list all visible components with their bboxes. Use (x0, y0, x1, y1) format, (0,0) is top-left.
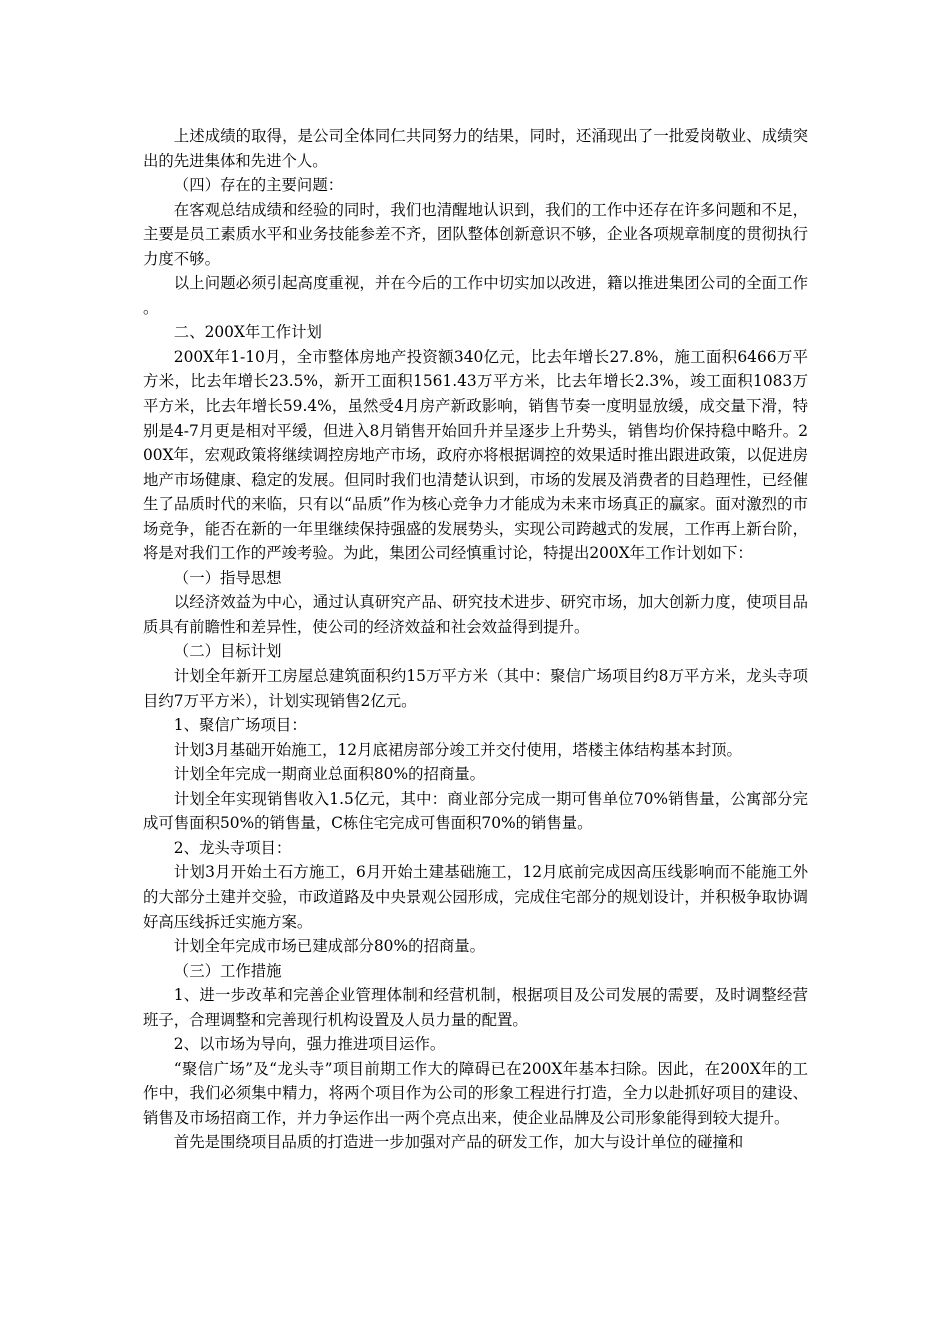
paragraph: 在客观总结成绩和经验的同时，我们也清醒地认识到，我们的工作中还存在许多问题和不足，主要是员工素质水平和业务技能参差不齐，团队整体创新意识不够，企业各项规章制度的贯彻执行力度不够。 (143, 200, 808, 268)
paragraph: 2、以市场为导向，强力推进项目运作。 (173, 1035, 446, 1054)
paragraph: 首先是围绕项目品质的打造进一步加强对产品的研发工作，加大与设计单位的碰撞和 (173, 1133, 744, 1152)
list-heading: 2、龙头寺项目： (173, 838, 292, 857)
document-body (143, 124, 808, 1155)
list-heading: 1、聚信广场项目： (173, 716, 307, 735)
section-heading: 二、200X年工作计划 (173, 323, 322, 342)
paragraph: 以上问题必须引起高度重视，并在今后的工作中切实加以改进，籍以推进集团公司的全面工作。 (143, 274, 808, 317)
paragraph: 计划全年实现销售收入1.5亿元，其中：商业部分完成一期可售单位70%销售量，公寓部分完成可售面积50%的销售量，C栋住宅完成可售面积70%的销售量。 (143, 789, 808, 833)
paragraph: 上述成绩的取得，是公司全体同仁共同努力的结果，同时，还涌现出了一批爱岗敬业、成绩突出的先进集体和先进个人。 (143, 127, 808, 170)
section-heading: （二）目标计划 (173, 642, 282, 661)
section-heading: （四）存在的主要问题： (173, 176, 344, 195)
paragraph: 1、进一步改革和完善企业管理体制和经营机制，根据项目及公司发展的需要，及时调整经营班子，合理调整和完善现行机构设置及人员力量的配置。 (143, 986, 808, 1029)
paragraph: 以经济效益为中心，通过认真研究产品、研究技术进步、研究市场，加大创新力度，使项目品质具有前瞻性和差异性，使公司的经济效益和社会效益得到提升。 (143, 593, 808, 636)
paragraph: 200X年1-10月，全市整体房地产投资额340亿元，比去年增长27.8%，施工面积6466万平方米，比去年增长23.5%，新开工面积1561.43万平方米，比去年增长2.3%，竣工面积1083万平方米，比去年增长59.4%，虽然受4月房产新政影响，销售节奏一度明显放缓，成交量下滑，特别是4-7月更是相对平缓，但进入8月销售开始回升并呈逐步上升势头，销售均价保持稳中略升。200X年，宏观政策将继续调控房地产市场，政府亦将根据调控的效果适时推出跟进政策，以促进房地产市场健康、稳定的发展。但同时我们也清楚认识到，市场的发展及消费者的目趋理性，已经催生了品质时代的来临，只有以“品质”作为核心竞争力才能成为未来市场真正的赢家。面对激烈的市场竞争，能否在新的一年里继续保持强盛的发展势头，实现公司跨越式的发展，工作再上新台阶，将是对我们工作的严竣考验。为此，集团公司经慎重讨论，特提出200X年工作计划如下： (143, 347, 808, 563)
paragraph: 计划3月开始土石方施工，6月开始土建基础施工，12月底前完成因高压线影响而不能施工外的大部分土建并交验，市政道路及中央景观公园形成，完成住宅部分的规划设计，并积极争取协调好高压线拆迁实施方案。 (143, 863, 808, 931)
paragraph: 计划3月基础开始施工，12月底裙房部分竣工并交付使用，塔楼主体结构基本封顶。 (173, 740, 742, 759)
paragraph: 计划全年完成一期商业总面积80%的招商量。 (173, 765, 486, 784)
paragraph: 计划全年完成市场已建成部分80%的招商量。 (173, 937, 486, 956)
section-heading: （三）工作措施 (173, 961, 282, 980)
paragraph: “聚信广场”及“龙头寺”项目前期工作大的障碍已在200X年基本扫除。因此，在200X年的工作中，我们必须集中精力，将两个项目作为公司的形象工程进行打造，全力以赴抓好项目的建设、销售及市场招商工作，并力争运作出一两个亮点出来，使企业品牌及公司形象能得到较大提升。 (143, 1059, 808, 1127)
paragraph: 计划全年新开工房屋总建筑面积约15万平方米（其中：聚信广场项目约8万平方米，龙头寺项目约7万平方米），计划实现销售2亿元。 (143, 667, 808, 710)
section-heading: （一）指导思想 (173, 568, 282, 587)
